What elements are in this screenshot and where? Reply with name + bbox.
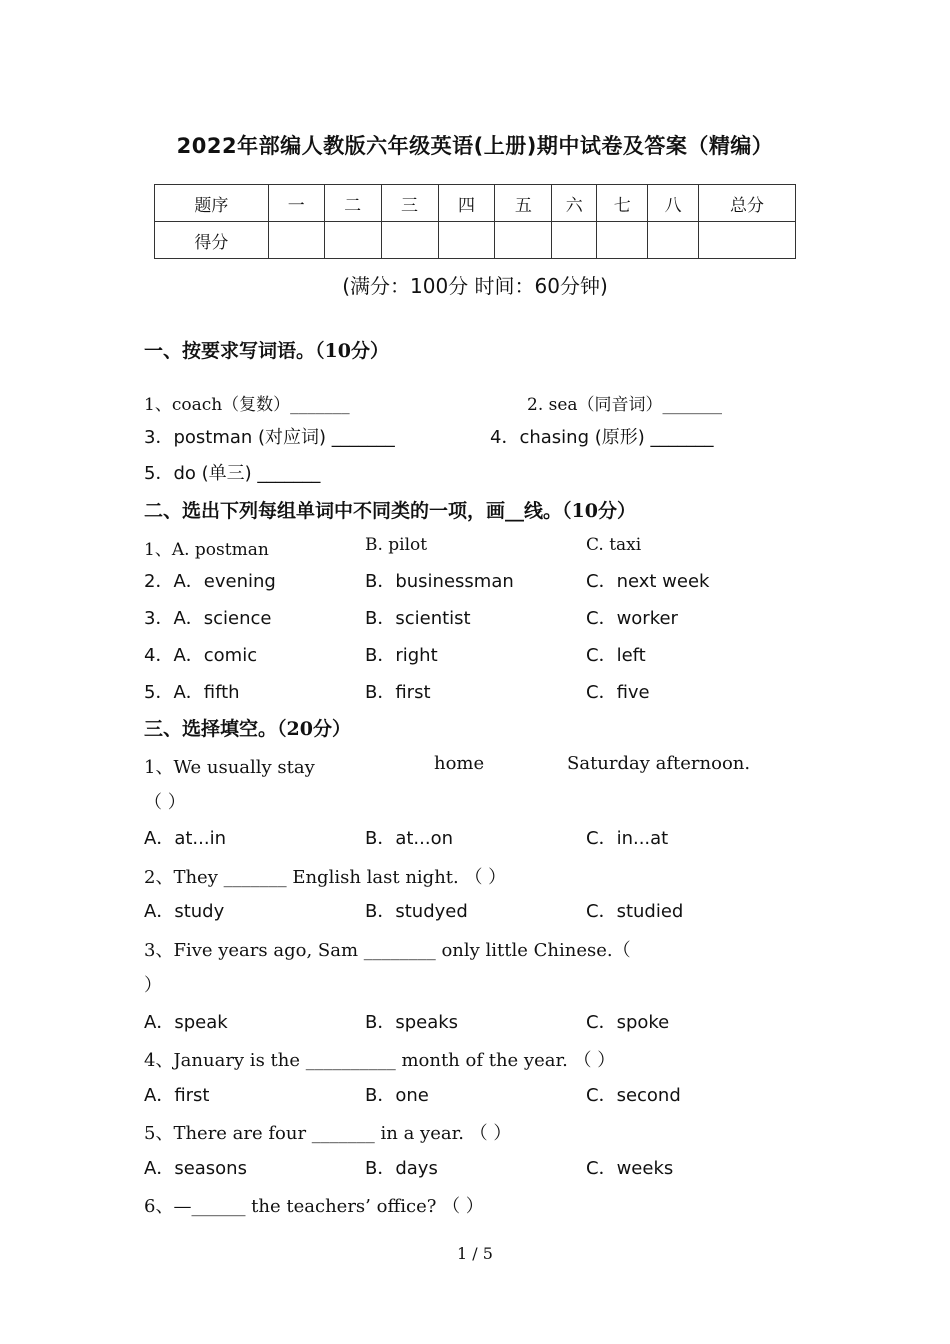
section-2-title: 二、选出下列每组单词中不同类的一项，画__线。（10分） — [144, 500, 636, 522]
score-cell — [699, 222, 796, 259]
s3-q2-stem: 2、They _______ English last night. （ ） — [144, 867, 507, 888]
s2-row-3-option-c: C．worker — [586, 608, 678, 629]
s3-q4-option-b: B．one — [365, 1085, 429, 1106]
page-title: 2022年部编人教版六年级英语(上册)期中试卷及答案（精编） — [176, 134, 774, 158]
s2-row-5-option-a: 5．A．fifth — [144, 682, 240, 703]
s2-row-2-option-a: 2．A．evening — [144, 571, 276, 592]
s3-q4-stem: 4、January is the __________ month of the year. （ ） — [144, 1050, 616, 1071]
score-cell — [268, 222, 324, 259]
s3-q3-stem: 3、Five years ago, Sam ________ only little Chinese.（ — [144, 940, 631, 961]
score-header-cell: 题序 — [155, 185, 269, 222]
score-header-cell: 一 — [268, 185, 324, 222]
score-cell — [324, 222, 381, 259]
score-header-cell: 二 — [324, 185, 381, 222]
exam-meta: (满分：100分 时间：60分钟) — [342, 274, 608, 298]
s3-q1-option-c: C．in...at — [586, 828, 669, 849]
s1-question-3: 3．postman (对应词) _______ — [144, 427, 395, 448]
s3-q2-option-b: B．studyed — [365, 901, 468, 922]
score-header-cell: 八 — [648, 185, 699, 222]
s3-q2-option-c: C．studied — [586, 901, 684, 922]
s2-row-4-option-b: B．right — [365, 645, 438, 666]
s3-q1-stem-a: 1、We usually stay — [144, 757, 315, 778]
s1-question-2: 2. sea（同音词）_______ — [527, 395, 723, 415]
score-cell — [438, 222, 495, 259]
score-header-cell: 五 — [495, 185, 552, 222]
s2-row-4-option-a: 4．A．comic — [144, 645, 258, 666]
score-header-cell: 总分 — [699, 185, 796, 222]
score-cell — [648, 222, 699, 259]
s3-q5-option-a: A．seasons — [144, 1158, 247, 1179]
score-row-label: 得分 — [155, 222, 269, 259]
s1-question-4: 4．chasing (原形) _______ — [490, 427, 714, 448]
score-cell — [381, 222, 438, 259]
s3-q5-option-b: B．days — [365, 1158, 438, 1179]
score-table-score-row — [155, 222, 796, 259]
s3-q5-stem: 5、There are four _______ in a year. （ ） — [144, 1123, 512, 1144]
s2-row-2-option-c: C．next week — [586, 571, 710, 592]
s2-row-5-option-b: B．first — [365, 682, 431, 703]
s2-row-4-option-c: C．left — [586, 645, 646, 666]
s1-question-5: 5．do (单三) _______ — [144, 463, 321, 484]
s2-row-3-option-b: B．scientist — [365, 608, 471, 629]
s3-q1-answer-paren: （ ） — [144, 792, 186, 813]
score-header-cell: 三 — [381, 185, 438, 222]
score-header-cell: 七 — [597, 185, 648, 222]
s2-row-1-option-a: 1、A. postman — [144, 540, 269, 560]
score-table — [154, 184, 796, 259]
s2-row-5-option-c: C．five — [586, 682, 650, 703]
s2-row-1-option-c: C. taxi — [586, 535, 642, 555]
score-cell — [597, 222, 648, 259]
s3-q4-option-c: C．second — [586, 1085, 681, 1106]
s2-row-1-option-b: B. pilot — [365, 535, 428, 555]
page-number: 1 / 5 — [457, 1244, 493, 1263]
s2-row-2-option-b: B．businessman — [365, 571, 514, 592]
s3-q3-option-b: B．speaks — [365, 1012, 459, 1033]
s3-q1-option-b: B．at...on — [365, 828, 454, 849]
score-cell — [495, 222, 552, 259]
s3-q3-option-a: A．speak — [144, 1012, 228, 1033]
s3-q3-answer-paren: ） — [144, 975, 162, 996]
s3-q4-option-a: A．first — [144, 1085, 210, 1106]
score-header-cell: 六 — [552, 185, 597, 222]
s3-q5-option-c: C．weeks — [586, 1158, 674, 1179]
score-header-cell: 四 — [438, 185, 495, 222]
s3-q1-stem-b: home — [434, 753, 485, 774]
s3-q6-stem: 6、—______ the teachers’ office? （ ） — [144, 1196, 484, 1217]
s1-question-1: 1、coach（复数）_______ — [144, 395, 350, 415]
section-1-title: 一、按要求写词语。（10分） — [144, 340, 389, 362]
s3-q2-option-a: A．study — [144, 901, 225, 922]
s3-q1-stem-c: Saturday afternoon. — [567, 753, 751, 774]
score-table-header-row — [155, 185, 796, 222]
section-3-title: 三、选择填空。（20分） — [144, 718, 351, 740]
score-cell — [552, 222, 597, 259]
s3-q1-option-a: A．at...in — [144, 828, 226, 849]
s3-q3-option-c: C．spoke — [586, 1012, 670, 1033]
s2-row-3-option-a: 3．A．science — [144, 608, 272, 629]
